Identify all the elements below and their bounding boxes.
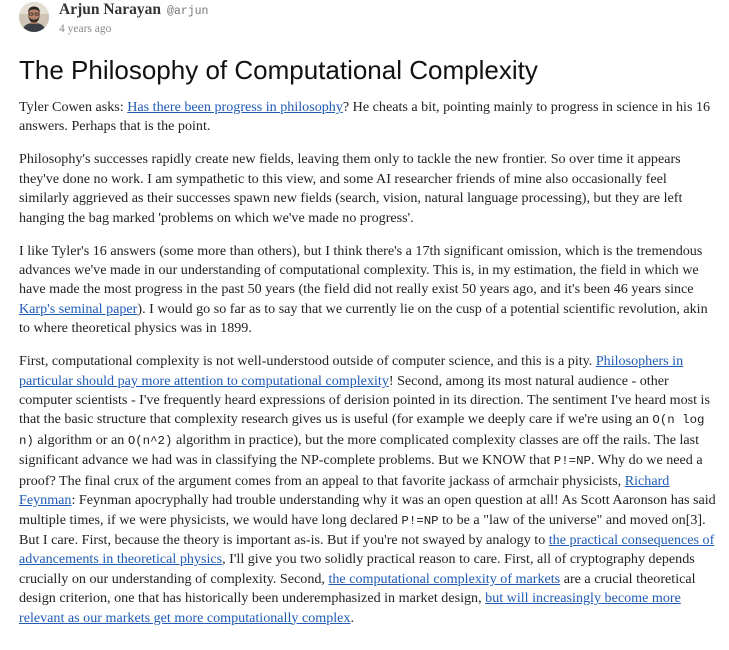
text-run: : Feynman apocryphally had trouble understanding why it was an open question at all! As Scott Aaronson has said multiple times, if we were physicists, we would have long declared — [19, 492, 716, 528]
link-markets-computationally-complex[interactable]: but will increasingly become more relevant as our markets get more computationally complex — [19, 590, 681, 626]
post-timestamp: 4 years ago — [59, 23, 112, 35]
text-run: are a crucial theoretical design criterion, one that has historically been underemphasized in market design, — [19, 570, 696, 607]
text-run: to be a "law of the universe" and moved on[3]. But I care. First, because the theory is important as-is. But if you're not swayed by analogy to — [19, 511, 706, 548]
paragraph-1 — [19, 98, 719, 137]
code-o-n-squared: O(n^2) — [127, 433, 173, 448]
link-philosophers-complexity[interactable]: Philosophers in particular should pay more attention to computational complexity — [19, 353, 684, 389]
link-karps-seminal-paper[interactable]: Karp's seminal paper — [19, 300, 138, 317]
text-run: I like Tyler's 16 answers (some more than others), but I think there's a 17th significant omission, which is the tremendous advances we've made in our understanding of computational complexity. This is, in my estimation, the field in which we have made the most progress in the past 50 years (the field did not really exist 50 years ago, and it's been 46 years since — [19, 242, 703, 298]
author-name-text[interactable]: Arjun Narayan — [59, 1, 162, 18]
author-handle: @arjun — [167, 5, 209, 18]
paragraph-2 — [19, 150, 719, 228]
code-o-n-log-n: O(n log n) — [19, 413, 705, 448]
text-run: . Why do we need a proof? The final crux of the argument comes from an appeal to that favorite jackass of armchair physicists, — [19, 452, 703, 489]
paragraph-3 — [19, 242, 719, 339]
link-richard-feynman[interactable]: Richard Feynman — [19, 472, 670, 509]
post-title: The Philosophy of Computational Complexity — [19, 55, 538, 85]
text-run: Tyler Cowen asks: — [19, 99, 128, 115]
text-run: . — [350, 609, 355, 626]
text-run: , I'll give you two solidly practical reason to care. First, all of cryptography depends crucially on our understanding of complexity. Second, — [19, 551, 695, 587]
text-run: algorithm in practice), but the more complicated complexity classes are off the rails. The last significant advance we had was in classifying the NP-complete problems. But we KNOW that — [19, 431, 700, 469]
text-run: algorithm or an — [33, 431, 128, 448]
author-bar — [19, 2, 719, 38]
text-run: ). I would go so far as to say that we currently lie on the cusp of a potential scientific revolution, akin to where theoretical physics was in 1899. — [19, 300, 708, 337]
link-complexity-of-markets[interactable]: the computational complexity of markets — [328, 570, 561, 587]
avatar-photo — [19, 2, 49, 32]
author-name[interactable] — [59, 1, 208, 19]
text-run: ? He cheats a bit, pointing mainly to progress in science in his 16 answers. Perhaps that is the point. — [19, 99, 711, 135]
avatar[interactable] — [19, 2, 49, 32]
text-run: First, computational complexity is not well-understood outside of computer science, and this is a pity. — [19, 353, 596, 370]
paragraph-4 — [19, 352, 719, 628]
link-theoretical-physics[interactable]: the practical consequences of advancements in theoretical physics — [19, 531, 715, 568]
code-p-not-np: P!=NP — [401, 513, 439, 528]
text-run: Philosophy's successes rapidly create new fields, leaving them only to tackle the new frontier. So over time it appears they've done no work. I am sympathetic to this view, and some AI researcher friends of mine also occasionally feel similarly aggrieved as their successes spawn new fields (search, vision, natural language processing), but they are left hanging the bag marked 'problems on which we've made no progress'. — [19, 151, 683, 226]
link-progress-in-philosophy[interactable]: Has there been progress in philosophy — [127, 99, 343, 115]
text-run: ! Second, among its most natural audience - other computer scientists - I've frequently heard expressions of derision pointed in its direction. The sentiment I've heard most is that the basic structure that complexity research gives us is useful (for example we deeply care if we're using an — [19, 372, 710, 428]
post-body — [19, 98, 719, 642]
code-p-not-np: P!=NP — [553, 454, 591, 469]
